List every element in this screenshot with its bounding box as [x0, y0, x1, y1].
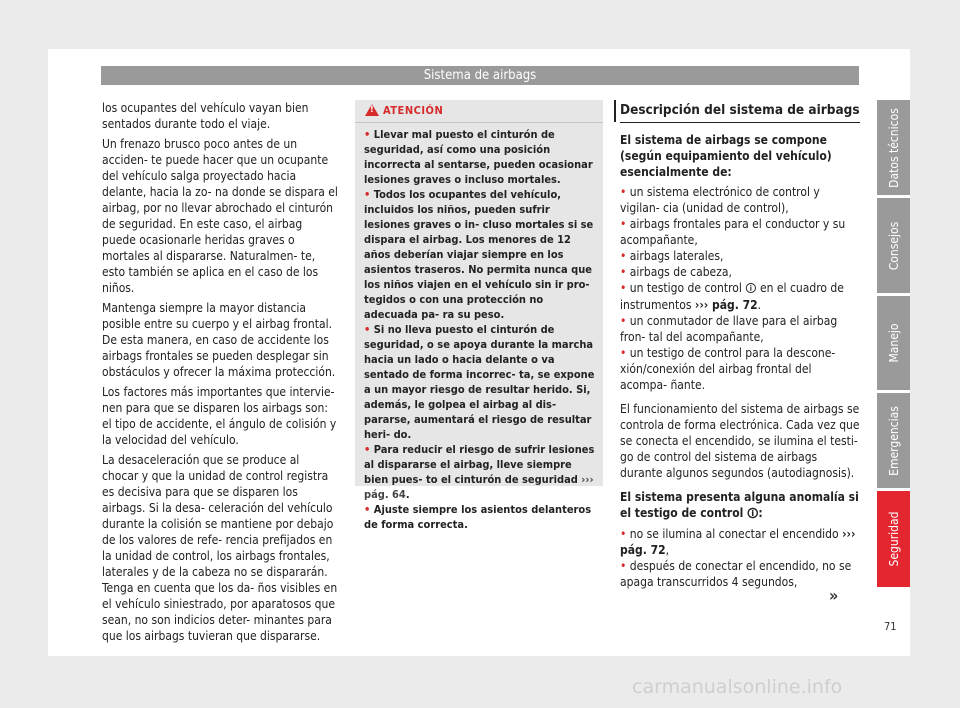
column-left: [102, 100, 339, 648]
airbag-warning-light-icon: 🛈: [745, 282, 757, 295]
watermark: carmanualsonline.info: [632, 676, 843, 698]
bullet-icon: •: [620, 559, 630, 573]
list-item: • un conmutador de llave para el airbag fron- tal del acompañante,: [620, 314, 838, 344]
list-item: • un testigo de control para la descone- xión/conexión del airbag frontal del acompa- ñante.: [620, 346, 836, 392]
bullet-icon: •: [364, 503, 374, 516]
bullet-icon: •: [364, 128, 374, 141]
list-item: • airbags frontales para el conductor y su acompañante,: [620, 217, 846, 247]
section-intro: El sistema de airbags se compone (según equipamiento del vehículo) esencialmente de:: [620, 133, 832, 179]
bullet-icon: •: [364, 443, 374, 456]
section-title: Descripción del sistema de airbags: [620, 100, 860, 123]
bullet-icon: •: [620, 346, 630, 360]
bullet-icon: •: [620, 249, 630, 263]
bullet-icon: •: [620, 217, 630, 231]
tab-seguridad[interactable]: Seguridad: [877, 491, 910, 587]
list-item: • después de conectar el encendido, no se apaga transcurridos 4 segundos,: [620, 559, 852, 589]
bullet-icon: •: [620, 527, 630, 541]
warning-header: [355, 100, 603, 123]
tab-datos-tecnicos[interactable]: Datos técnicos: [877, 100, 910, 195]
tab-emergencias[interactable]: Emergencias: [877, 393, 910, 488]
tab-consejos[interactable]: Consejos: [877, 198, 910, 293]
page-number: 71: [884, 620, 897, 633]
anomaly-title: El sistema presenta alguna anomalía si el testigo de control 🛈:: [620, 490, 859, 520]
page-reference-link[interactable]: ››› pág. 64: [364, 473, 594, 501]
bullet-icon: •: [364, 323, 374, 336]
page-reference-link[interactable]: ››› pág. 72: [694, 298, 758, 312]
list-item: • no se ilumina al conectar el encendido ››› pág. 72,: [620, 527, 856, 557]
page-header: Sistema de airbags: [101, 66, 859, 85]
page-reference-link[interactable]: ››› pág. 72: [620, 527, 856, 557]
paragraph: Un frenazo brusco poco antes de un acciden- te puede hacer que un ocupante del vehículo salga proyectado hacia delante, hacia la zo- na donde se dispara el airbag, por no llevar abrochado el cinturón de seguridad. En este caso, el airbag puede ocasionarle heridas graves o mortales al dispararse. Naturalmen- te, esto también se aplica en el caso de los niños.: [102, 137, 338, 295]
continue-arrow-icon: »: [829, 586, 839, 605]
paragraph: Los factores más importantes que intervie- nen para que se disparen los airbags son: el tipo de accidente, el ángulo de colisión y la velocidad del vehículo.: [102, 385, 337, 447]
airbag-warning-light-icon: 🛈: [747, 507, 759, 520]
warning-item: • Para reducir el riesgo de sufrir lesiones al dispararse el airbag, lleve siempre bien pues- to el cinturón de seguridad ››› pág. 64.: [364, 443, 595, 501]
bullet-icon: •: [620, 314, 630, 328]
paragraph: Mantenga siempre la mayor distancia posible entre su cuerpo y el airbag frontal. De esta manera, en caso de accidente los airbags frontales se pueden desplegar sin obstáculos y ofrecer la máxima protección.: [102, 301, 336, 379]
warning-triangle-icon: [365, 104, 379, 116]
list-item: • airbags laterales,: [620, 249, 724, 263]
paragraph: La desaceleración que se produce al chocar y que la unidad de control registra es decisiva para que se disparen los airbags. Si la desa- celeración del vehículo durante la colisión se mantiene por debajo de los valores de refe- rencia prefijados en la unidad de control, los airbags frontales, laterales y de la cabeza no se dispararán. Tenga en cuenta que los da- ños visibles en el vehículo siniestrado, por aparatosos que sean, no son indicios deter- minantes para que los airbags tuvieran que dispararse.: [102, 453, 338, 643]
column-right: [620, 132, 860, 590]
section-title-bar: [614, 100, 616, 122]
warning-box: [355, 100, 603, 531]
bullet-icon: •: [620, 281, 630, 295]
warning-title: ATENCIÓN: [383, 104, 444, 117]
warning-item: • Si no lleva puesto el cinturón de seguridad, o se apoya durante la marcha hacia un lado o hacia delante o va sentado de forma incorrec- ta, se expone a un mayor riesgo de resultar herido. Si, además, le golpea el airbag al dis- pararse, aumentará el riesgo de resultar heri- do.: [364, 323, 595, 441]
list-item: • airbags de cabeza,: [620, 265, 732, 279]
paragraph: los ocupantes del vehículo vayan bien sentados durante todo el viaje.: [102, 101, 309, 131]
bullet-icon: •: [620, 265, 630, 279]
tab-manejo[interactable]: Manejo: [877, 296, 910, 390]
bullet-icon: •: [620, 185, 630, 199]
bullet-icon: •: [364, 188, 374, 201]
warning-item: • Ajuste siempre los asientos delanteros de forma correcta.: [364, 503, 592, 531]
paragraph: El funcionamiento del sistema de airbags se controla de forma electrónica. Cada vez que se conecta el encendido, se ilumina el testi- go de control del sistema de airbags durante algunos segundos (autodiagnosis).: [620, 402, 860, 480]
warning-item: • Llevar mal puesto el cinturón de seguridad, así como una posición incorrecta al sentarse, pueden ocasionar lesiones graves o incluso mortales.: [364, 128, 593, 186]
list-item: • un sistema electrónico de control y vigilan- cia (unidad de control),: [620, 185, 820, 215]
warning-item: • Todos los ocupantes del vehículo, incluidos los niños, pueden sufrir lesiones graves o in- cluso mortales si se dispara el airbag. Los menores de 12 años deberían viajar siempre en los asientos traseros. No permita nunca que los niños viajen en el vehículo sin ir pro- tegidos o con una protección no adecuada pa- ra su peso.: [364, 188, 594, 321]
list-item: • un testigo de control 🛈 en el cuadro de instrumentos ››› pág. 72.: [620, 281, 844, 312]
